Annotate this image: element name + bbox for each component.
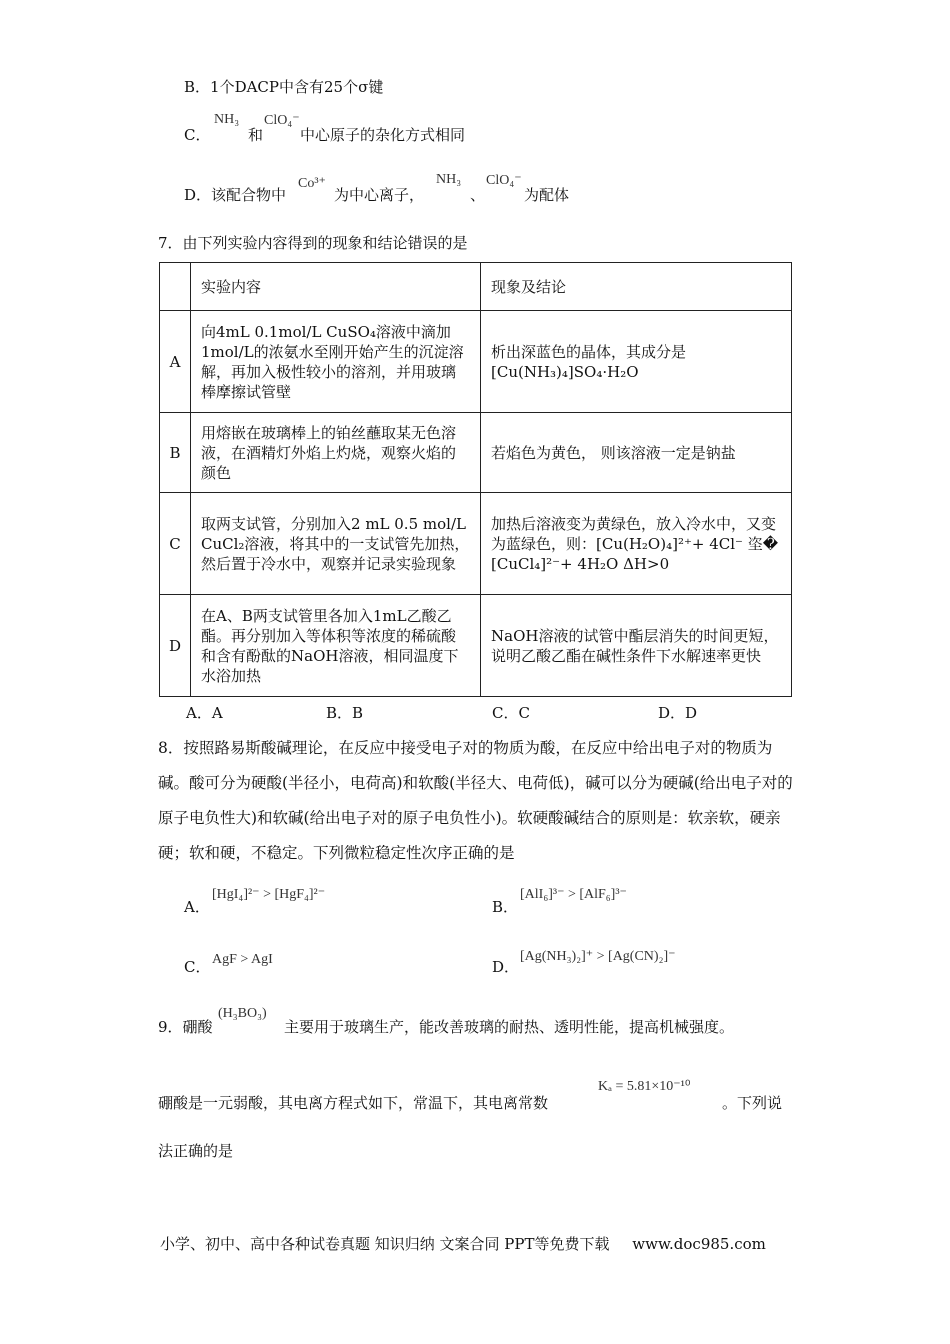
q8-option-d-formula: [Ag(NH₃)₂]⁺ > [Ag(CN)₂]⁻ [520, 949, 676, 964]
row-key: A [160, 311, 191, 413]
q9-stem-suffix: 主要用于玻璃生产，能改善玻璃的耐热、透明性能，提高机械强度。 [284, 1018, 735, 1036]
q8-option-d-label: D． [492, 958, 520, 976]
q6-option-c-text: 中心原子的杂化方式相同 [300, 126, 466, 144]
q9-stem-prefix: 9．硼酸 [158, 1018, 213, 1036]
q6-option-d: D．该配合物中 [184, 186, 287, 204]
formula-nh3: NH₃ [214, 112, 240, 127]
option-label: C． [184, 126, 211, 144]
conjunction: 和 [248, 126, 264, 144]
footer-text: 小学、初中、高中各种试卷真题 知识归纳 文案合同 PPT等免费下载 [160, 1235, 610, 1253]
choice-a: A．A [186, 704, 223, 722]
formula-clo4-d: ClO₄⁻ [486, 173, 522, 188]
q9-line2: 硼酸是一元弱酸，其电离方程式如下，常温下，其电离常数 [158, 1094, 549, 1112]
row-content: 在A、B两支试管里各加入1mL乙酸乙酯。再分别加入等体积等浓度的稀硫酸和含有酚酞的NaOH溶液，相同温度下水浴加热 [191, 595, 481, 697]
q8-option-b-label: B． [492, 898, 519, 916]
table-header-row [160, 263, 792, 311]
header-content: 实验内容 [191, 263, 481, 311]
row-content: 向4mL 0.1mol/L CuSO₄溶液中滴加1mol/L的浓氨水至刚开始产生的沉淀溶解，再加入极性较小的溶剂，并用玻璃棒摩擦试管壁 [191, 311, 481, 413]
q8-option-b-formula: [AlI₆]³⁻ > [AlF₆]³⁻ [520, 887, 627, 902]
q8-option-a-label: A． [184, 898, 210, 916]
choice-b: B．B [326, 704, 364, 722]
row-content: 用熔嵌在玻璃棒上的铂丝蘸取某无色溶液，在酒精灯外焰上灼烧，观察火焰的颜色 [191, 413, 481, 493]
q9-line3: 法正确的是 [158, 1142, 234, 1160]
table-row [160, 493, 792, 595]
row-content: 取两支试管，分别加入2 mL 0.5 mol/L CuCl₂溶液，将其中的一支试管先加热，然后置于冷水中，观察并记录实验现象 [191, 493, 481, 595]
row-result: 加热后溶液变为黄绿色，放入冷水中，又变为蓝绿色，则：[Cu(H₂O)₄]²⁺+ 4Cl⁻ 垐� [CuCl₄]²⁻+ 4H₂O ΔH>0 [481, 493, 792, 595]
q6-option-d-suffix: 为配体 [524, 186, 570, 204]
q8-option-a-formula: [HgI₄]²⁻ > [HgF₄]²⁻ [212, 887, 326, 902]
q6-option-c [184, 124, 210, 145]
row-key: D [160, 595, 191, 697]
choice-d: D．D [658, 704, 698, 722]
separator: 、 [470, 186, 486, 204]
formula-nh3-d: NH₃ [436, 172, 462, 187]
table-row [160, 595, 792, 697]
header-result: 现象及结论 [481, 263, 792, 311]
row-key: C [160, 493, 191, 595]
row-result: 析出深蓝色的晶体，其成分是[Cu(NH₃)₄]SO₄·H₂O [481, 311, 792, 413]
table-row [160, 413, 792, 493]
q8-option-c-formula: AgF > AgI [212, 952, 273, 967]
formula-h3bo3: (H₃BO₃) [218, 1006, 267, 1021]
q6-option-d-mid: 为中心离子， [334, 186, 425, 204]
row-key: B [160, 413, 191, 493]
footer [160, 1233, 766, 1254]
q9-line2-suffix: 。下列说 [722, 1094, 783, 1112]
row-result: NaOH溶液的试管中酯层消失的时间更短，说明乙酸乙酯在碱性条件下水解速率更快 [481, 595, 792, 697]
choice-c: C．C [492, 704, 530, 722]
footer-link[interactable]: www.doc985.com [632, 1235, 766, 1253]
formula-co3: Co³⁺ [298, 176, 326, 191]
formula-ka: Kₐ = 5.81×10⁻¹⁰ [598, 1079, 691, 1094]
q6-option-b: B．1个DACP中含有25个σ键 [184, 78, 384, 96]
experiment-table [159, 262, 792, 697]
q7-stem: 7．由下列实验内容得到的现象和结论错误的是 [158, 234, 468, 252]
table-row [160, 311, 792, 413]
formula-clo4: ClO₄⁻ [264, 113, 300, 128]
row-result: 若焰色为黄色， 则该溶液一定是钠盐 [481, 413, 792, 493]
q8-stem: 8．按照路易斯酸碱理论，在反应中接受电子对的物质为酸，在反应中给出电子对的物质为碱。酸可分为硬酸(半径小，电荷高)和软酸(半径大、电荷低)，碱可以分为硬碱(给出电子对的原子电负性大)和软碱(给出电子对的原子电负性小)。软硬酸碱结合的原则是：软亲软，硬亲硬；软和硬，不稳定。下列微粒稳定性次序正确的是 [158, 739, 793, 862]
q8-option-c-label: C． [184, 958, 211, 976]
